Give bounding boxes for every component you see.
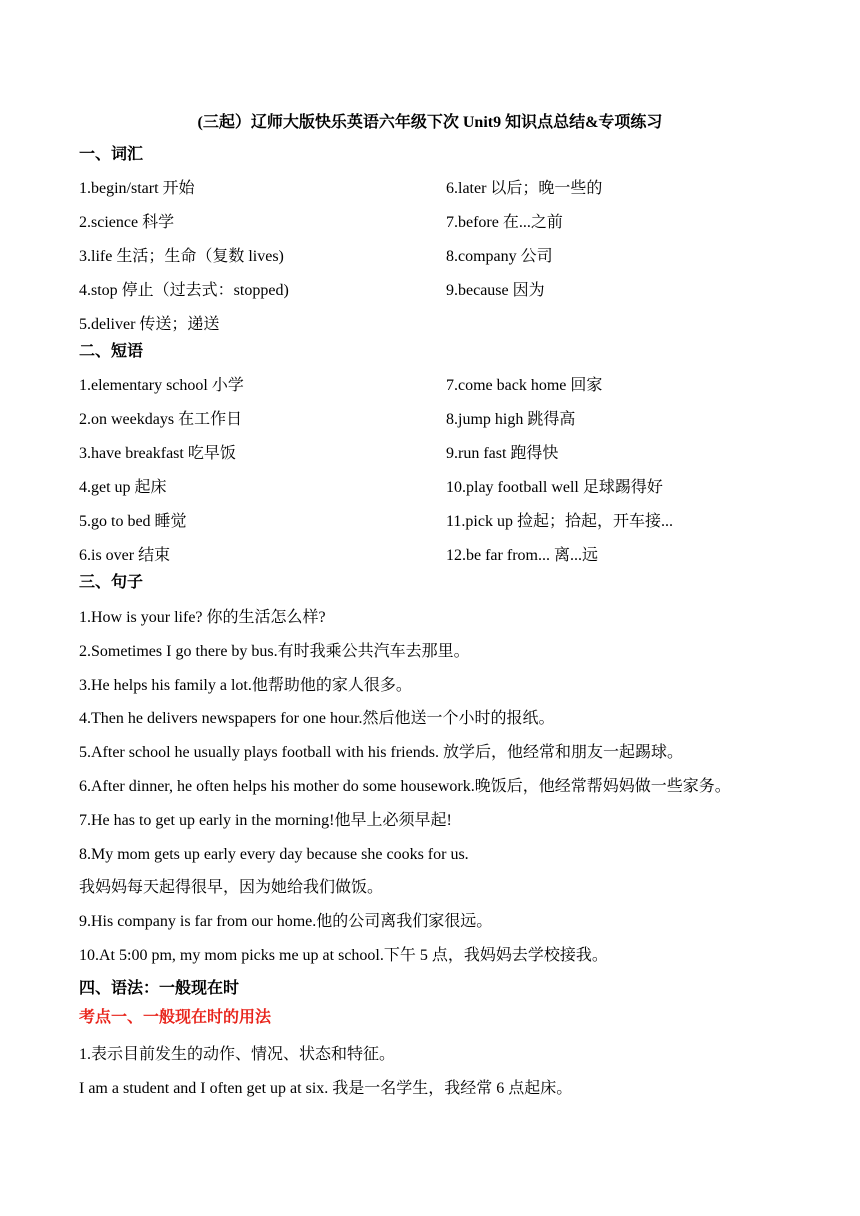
section-heading-vocabulary: 一、词汇 (79, 146, 144, 163)
vocab-item: 5.deliver 传送；递送 (79, 316, 220, 333)
sentence-item: 3.He helps his family a lot.他帮助他的家人很多。 (79, 677, 412, 694)
phrase-item: 3.have breakfast 吃早饭 (79, 445, 236, 462)
sentence-item: 6.After dinner, he often helps his mother do some housework.晚饭后，他经常帮妈妈做一些家务。 (79, 778, 731, 795)
document-title: (三起）辽师大版快乐英语六年级下次 Unit9 知识点总结&专项练习 (197, 114, 663, 131)
section-heading-grammar: 四、语法：一般现在时 (79, 980, 240, 997)
sentence-item: 7.He has to get up early in the morning!他早上必须早起! (79, 812, 452, 829)
sentence-item: 10.At 5:00 pm, my mom picks me up at school.下午 5 点，我妈妈去学校接我。 (79, 947, 608, 964)
sentence-item: 2.Sometimes I go there by bus.有时我乘公共汽车去那里。 (79, 643, 470, 660)
section-heading-sentences: 三、句子 (79, 574, 144, 591)
sentence-item: 4.Then he delivers newspapers for one hour.然后他送一个小时的报纸。 (79, 710, 555, 727)
phrase-item: 7.come back home 回家 (446, 377, 603, 394)
phrase-item: 5.go to bed 睡觉 (79, 513, 187, 530)
vocab-item: 4.stop 停止（过去式：stopped) (79, 282, 289, 299)
sentence-item: 5.After school he usually plays football with his friends. 放学后，他经常和朋友一起踢球。 (79, 744, 683, 761)
phrase-item: 11.pick up 捡起；拾起，开车接... (446, 513, 673, 530)
vocab-item: 1.begin/start 开始 (79, 180, 195, 197)
vocab-item: 8.company 公司 (446, 248, 553, 265)
section-heading-phrases: 二、短语 (79, 343, 144, 360)
grammar-item: 1.表示目前发生的动作、情况、状态和特征。 (79, 1046, 396, 1063)
vocab-item: 6.later 以后；晚一些的 (446, 180, 603, 197)
vocab-item: 7.before 在...之前 (446, 214, 563, 231)
sentence-item: 我妈妈每天起得很早，因为她给我们做饭。 (79, 879, 384, 896)
grammar-subheading: 考点一、一般现在时的用法 (79, 1009, 272, 1026)
grammar-item: I am a student and I often get up at six. 我是一名学生，我经常 6 点起床。 (79, 1080, 573, 1097)
phrase-item: 9.run fast 跑得快 (446, 445, 559, 462)
phrase-item: 4.get up 起床 (79, 479, 167, 496)
sentence-item: 1.How is your life? 你的生活怎么样? (79, 609, 326, 626)
vocab-item: 2.science 科学 (79, 214, 175, 231)
phrase-item: 12.be far from... 离...远 (446, 547, 598, 564)
phrase-item: 10.play football well 足球踢得好 (446, 479, 663, 496)
phrase-item: 1.elementary school 小学 (79, 377, 244, 394)
vocab-item: 3.life 生活；生命（复数 lives) (79, 248, 284, 265)
sentence-item: 9.His company is far from our home.他的公司离我们家很远。 (79, 913, 493, 930)
sentence-item: 8.My mom gets up early every day because she cooks for us. (79, 846, 469, 863)
phrase-item: 2.on weekdays 在工作日 (79, 411, 243, 428)
phrase-item: 8.jump high 跳得高 (446, 411, 576, 428)
vocab-item: 9.because 因为 (446, 282, 545, 299)
phrase-item: 6.is over 结束 (79, 547, 171, 564)
